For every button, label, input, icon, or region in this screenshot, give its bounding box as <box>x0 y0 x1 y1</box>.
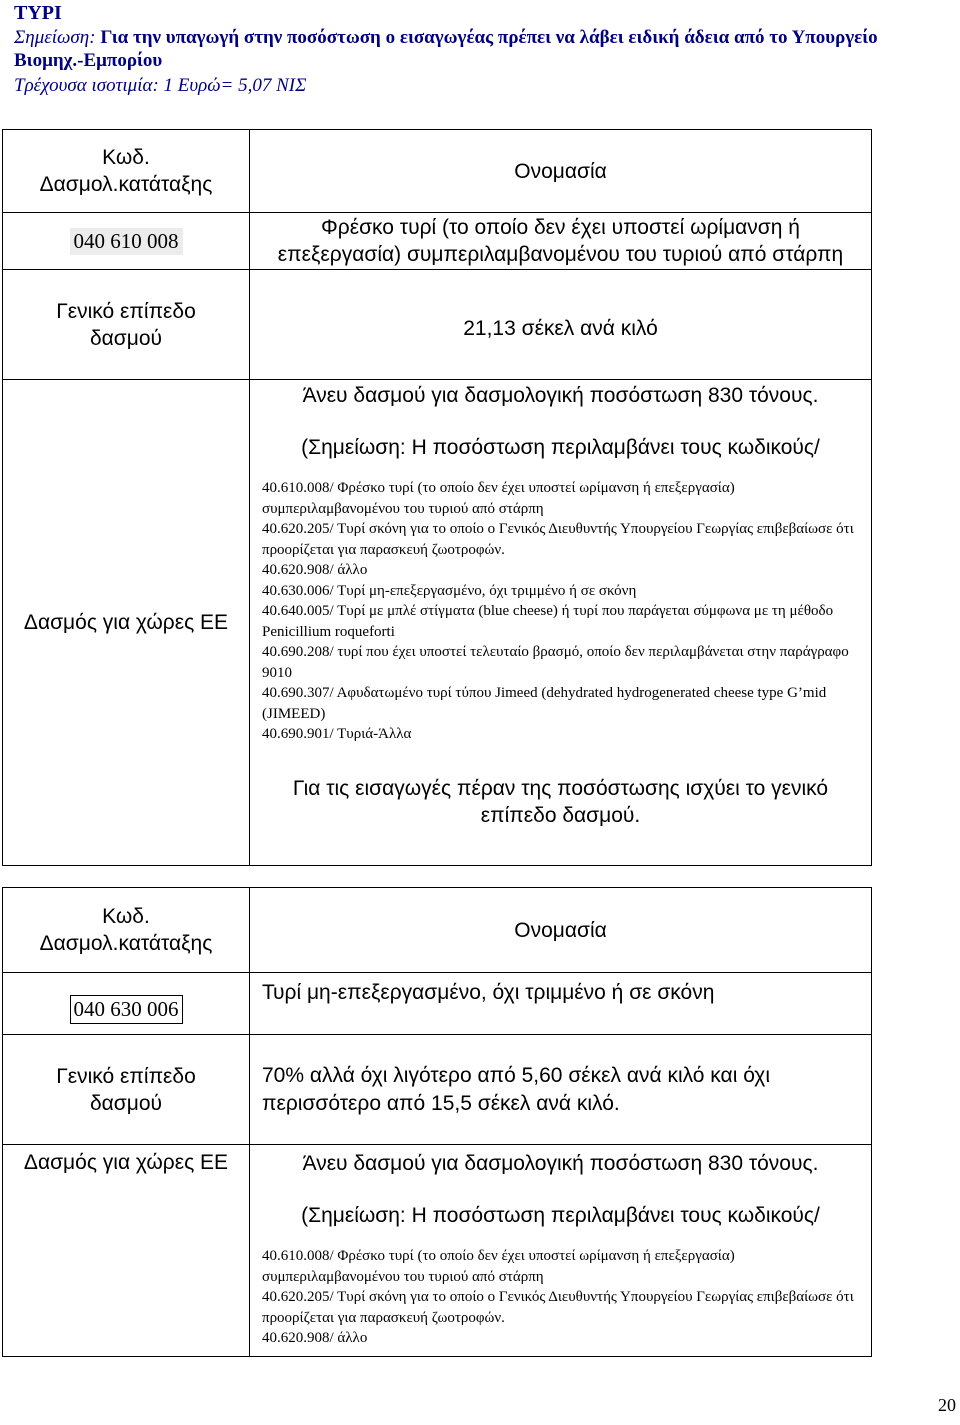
code-cell <box>3 213 250 270</box>
general-duty-label-cell <box>3 270 250 380</box>
exchange-rate: Τρέχουσα ισοτιμία: 1 Ευρώ= 5,07 ΝΙΣ <box>14 75 307 96</box>
quota-code-item: 40.610.008/ Φρέσκο τυρί (το οποίο δεν έχει υποστεί ωρίμανση ή επεξεργασία) συμπεριλαμβανομένου του τυριού από στάρπη <box>262 480 735 517</box>
general-duty-label-line1: Γενικό επίπεδο <box>56 299 196 323</box>
tariff-code: 040 610 008 <box>70 228 183 255</box>
quota-code-item: 40.620.908/ άλλο <box>262 1330 368 1346</box>
quota-codes-list <box>262 1246 857 1349</box>
product-name: Τυρί μη-επεξεργασμένο, όχι τριμμένο ή σε σκόνη <box>262 981 715 1004</box>
eu-duty-label: Δασμός για χώρες ΕΕ <box>23 1151 229 1174</box>
page-number: 20 <box>938 1395 956 1415</box>
quota-code-item: 40.690.307/ Αφυδατωμένο τυρί τύπου Jimeed (dehydrated hydrogenerated cheese type G’mid (JIMEED) <box>262 685 827 722</box>
eu-duty-label-cell <box>3 1145 250 1357</box>
name-header <box>250 888 872 973</box>
code-header <box>3 888 250 973</box>
name-header-text: Ονομασία <box>514 159 607 183</box>
code-header-line1: Κωδ. <box>102 146 150 169</box>
beyond-quota-text: Για τις εισαγωγές πέραν της ποσόστωσης ισχύει το γενικό επίπεδο δασμού. <box>292 776 829 827</box>
quota-codes-list <box>262 478 857 745</box>
quota-code-item: 40.690.208/ τυρί που έχει υποστεί τελευταίο βρασμό, οποίο δεν περιλαμβάνεται στην παράγραφο 9010 <box>262 644 849 681</box>
general-duty-value: 70% αλλά όχι λιγότερο από 5,60 σέκελ ανά κιλό και όχι περισσότερο από 15,5 σέκελ ανά κιλό. <box>262 1063 770 1115</box>
import-note-text: Για την υπαγωγή στην ποσόστωση ο εισαγωγέας πρέπει να λάβει ειδική άδεια από το Υπουργείο Βιομηχ.-Εμπορίου <box>14 27 878 71</box>
code-cell <box>3 973 250 1035</box>
general-duty-value-cell <box>250 1035 872 1145</box>
tariff-table-2 <box>2 887 872 1357</box>
general-duty-label-line1: Γενικό επίπεδο <box>56 1064 196 1088</box>
quota-code-item: 40.620.205/ Τυρί σκόνη για το οποίο ο Γενικός Διευθυντής Υπουργείου Γεωργίας επιβεβαίωσε ότι προορίζεται για παρασκευή ζωοτροφών. <box>262 1289 854 1326</box>
eu-duty-label-cell <box>3 380 250 866</box>
code-header <box>3 130 250 213</box>
general-duty-label-line2: δασμού <box>89 1091 163 1115</box>
code-header-line2: Δασμολ.κατάταξης <box>39 932 213 955</box>
eu-duty-details-cell <box>250 1145 872 1357</box>
tariff-table-1 <box>2 129 872 866</box>
quota-code-item: 40.610.008/ Φρέσκο τυρί (το οποίο δεν έχει υποστεί ωρίμανση ή επεξεργασία) συμπεριλαμβανομένου του τυριού από στάρπη <box>262 1248 735 1285</box>
eu-duty-label: Δασμός για χώρες ΕΕ <box>23 611 229 634</box>
quota-note: (Σημείωση: Η ποσόστωση περιλαμβάνει τους κωδικούς/ <box>301 1204 820 1227</box>
quota-code-item: 40.630.006/ Τυρί μη-επεξεργασμένο, όχι τριμμένο ή σε σκόνη <box>262 582 637 599</box>
import-note-label: Σημείωση: <box>14 27 96 48</box>
quota-text: Άνευ δασμού για δασμολογική ποσόστωση 830 τόνους. <box>302 384 819 407</box>
quota-code-item: 40.620.908/ άλλο <box>262 562 368 578</box>
eu-duty-details-cell <box>250 380 872 866</box>
code-header-line2: Δασμολ.κατάταξης <box>39 173 213 196</box>
general-duty-label-line2: δασμού <box>89 326 163 350</box>
quota-code-item: 40.620.205/ Τυρί σκόνη για το οποίο ο Γενικός Διευθυντής Υπουργείου Γεωργίας επιβεβαίωσε ότι προορίζεται για παρασκευή ζωοτροφών. <box>262 521 854 558</box>
product-name: Φρέσκο τυρί (το οποίο δεν έχει υποστεί ωρίμανση ή επεξεργασία) συμπεριλαμβανομένου του τυριού από στάρπη <box>277 216 844 266</box>
quota-code-item: 40.640.005/ Τυρί με μπλέ στίγματα (blue cheese) ή τυρί που παράγεται σύμφωνα με τη μέθοδο Penicillium roqueforti <box>262 603 834 640</box>
quota-text: Άνευ δασμού για δασμολογική ποσόστωση 830 τόνους. <box>302 1152 819 1175</box>
code-header-line1: Κωδ. <box>102 905 150 928</box>
general-duty-value: 21,13 σέκελ ανά κιλό <box>463 317 658 340</box>
general-duty-value-cell <box>250 270 872 380</box>
tariff-code: 040 630 006 <box>70 995 183 1024</box>
section-title: ΤΥΡΙ <box>14 2 62 24</box>
general-duty-label-cell <box>3 1035 250 1145</box>
product-name-cell <box>250 973 872 1035</box>
import-note <box>14 26 944 72</box>
name-header <box>250 130 872 213</box>
product-name-cell <box>250 213 872 270</box>
quota-code-item: 40.690.901/ Τυριά-Άλλα <box>262 726 412 742</box>
name-header-text: Ονομασία <box>514 918 607 942</box>
quota-note: (Σημείωση: Η ποσόστωση περιλαμβάνει τους κωδικούς/ <box>301 436 820 459</box>
